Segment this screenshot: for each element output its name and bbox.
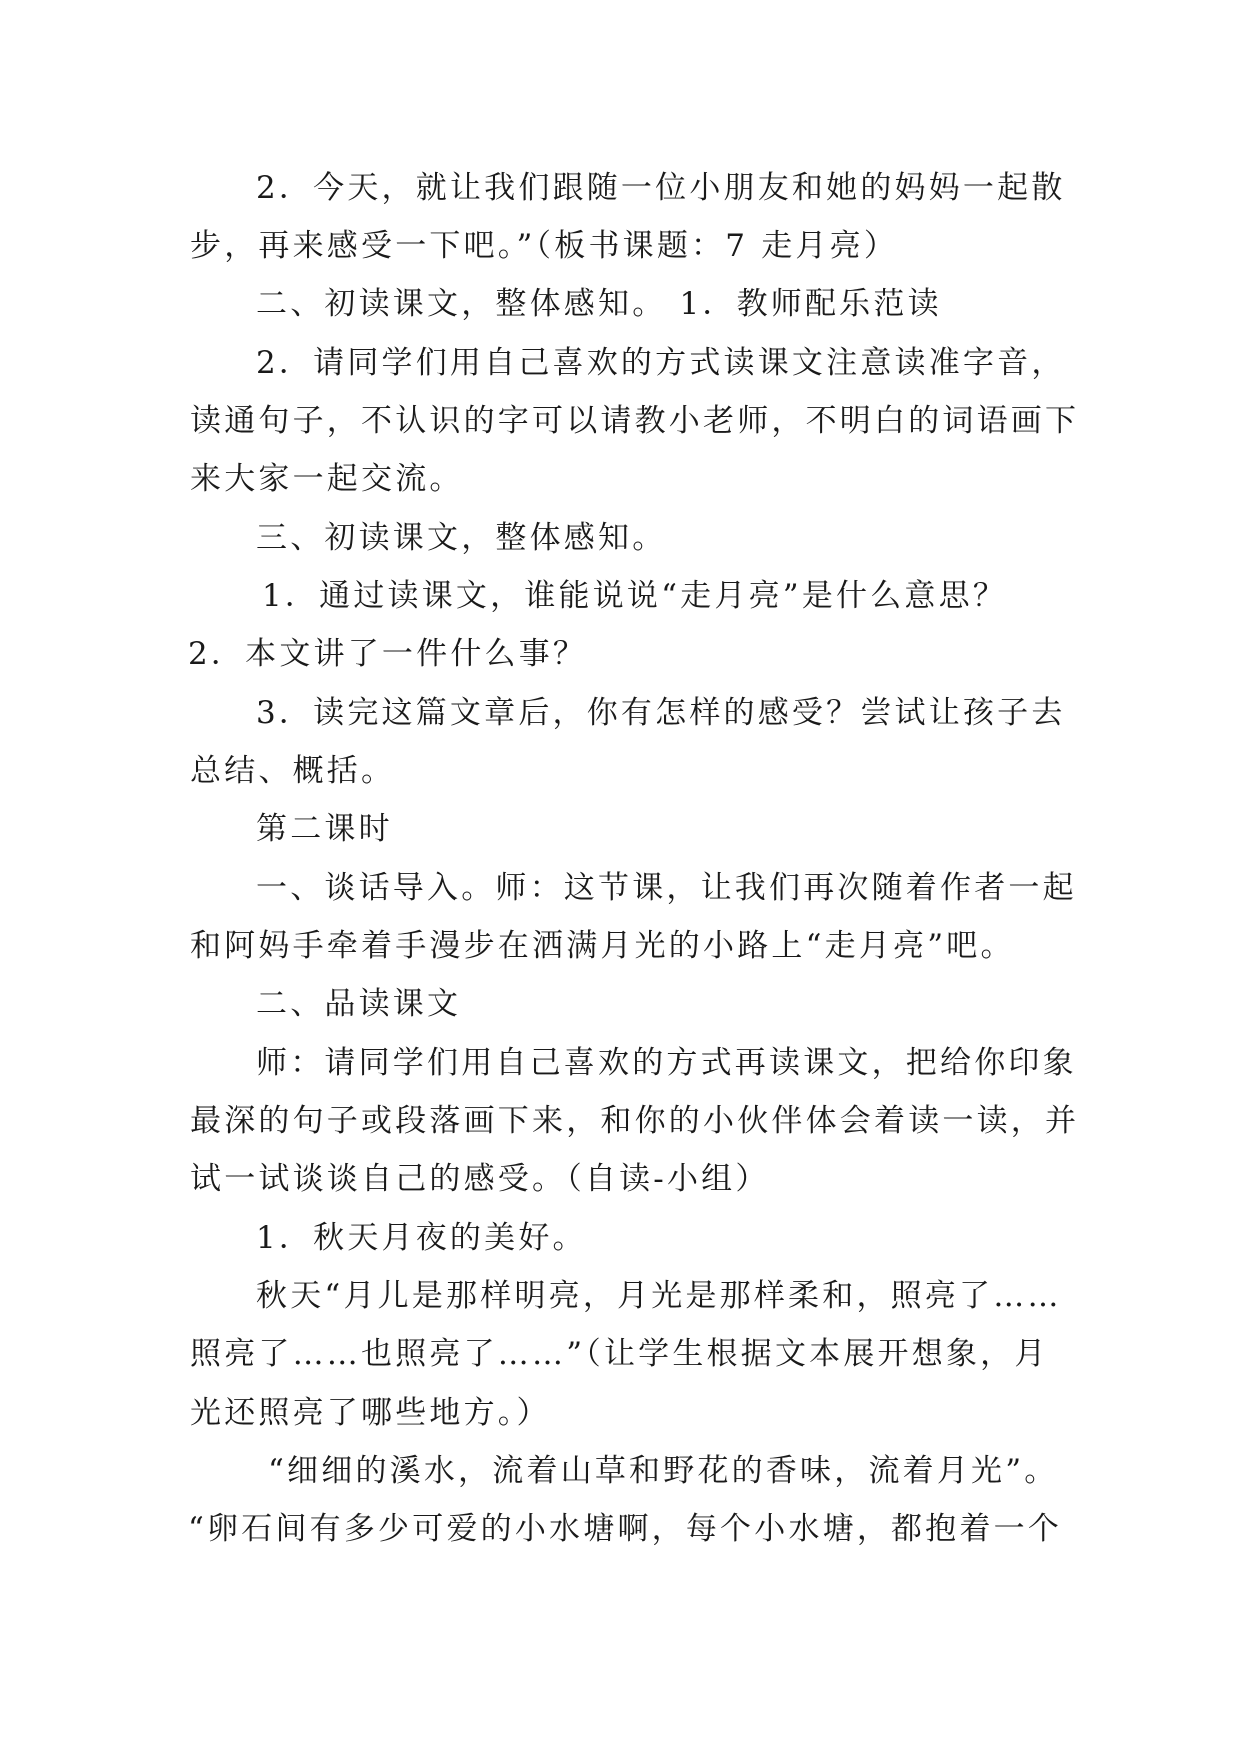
question-line: 3．读完这篇文章后，你有怎样的感受？尝试让孩子去 bbox=[256, 695, 1066, 731]
subsection-heading: 1．秋天月夜的美好。 bbox=[256, 1220, 587, 1256]
paragraph-line: 一、谈话导入。师：这节课，让我们再次随着作者一起 bbox=[256, 870, 1077, 906]
paragraph-line: 照亮了……也照亮了……”（让学生根据文本展开想象，月 bbox=[190, 1336, 1049, 1372]
paragraph-line: 读通句子，不认识的字可以请教小老师，不明白的词语画下 bbox=[190, 403, 1080, 439]
paragraph-line: 试一试谈谈自己的感受。（自读-小组） bbox=[190, 1161, 770, 1197]
paragraph-line: 最深的句子或段落画下来，和你的小伙伴体会着读一读，并 bbox=[190, 1103, 1080, 1139]
section-heading: 二、品读课文 bbox=[256, 986, 462, 1022]
paragraph-line: 总结、概括。 bbox=[190, 753, 396, 789]
paragraph-line: 步，再来感受一下吧。”（板书课题：7 走月亮） bbox=[190, 228, 899, 264]
section-heading: 三、初读课文，整体感知。 bbox=[256, 520, 667, 556]
paragraph-line: 二、初读课文，整体感知。 1．教师配乐范读 bbox=[256, 286, 942, 322]
quote-line: “细细的溪水，流着山草和野花的香味，流着月光”。 bbox=[268, 1453, 1059, 1489]
paragraph-line: 来大家一起交流。 bbox=[190, 461, 464, 497]
paragraph-line: 师：请同学们用自己喜欢的方式再读课文，把给你印象 bbox=[256, 1045, 1077, 1081]
paragraph-line: 2．今天，就让我们跟随一位小朋友和她的妈妈一起散 bbox=[256, 170, 1066, 206]
paragraph-line: 2．请同学们用自己喜欢的方式读课文注意读准字音， bbox=[256, 345, 1066, 381]
paragraph-line: 秋天“月儿是那样明亮，月光是那样柔和，照亮了…… bbox=[256, 1278, 1062, 1314]
lesson-heading: 第二课时 bbox=[256, 811, 393, 847]
quote-line: “卵石间有多少可爱的小水塘啊，每个小水塘，都抱着一个 bbox=[188, 1511, 1063, 1547]
paragraph-line: 光还照亮了哪些地方。） bbox=[190, 1395, 551, 1431]
paragraph-line: 和阿妈手牵着手漫步在洒满月光的小路上“走月亮”吧。 bbox=[190, 928, 1015, 964]
question-line: 1．通过读课文，谁能说说“走月亮”是什么意思？ bbox=[262, 578, 1008, 614]
question-line: 2．本文讲了一件什么事？ bbox=[188, 636, 588, 672]
